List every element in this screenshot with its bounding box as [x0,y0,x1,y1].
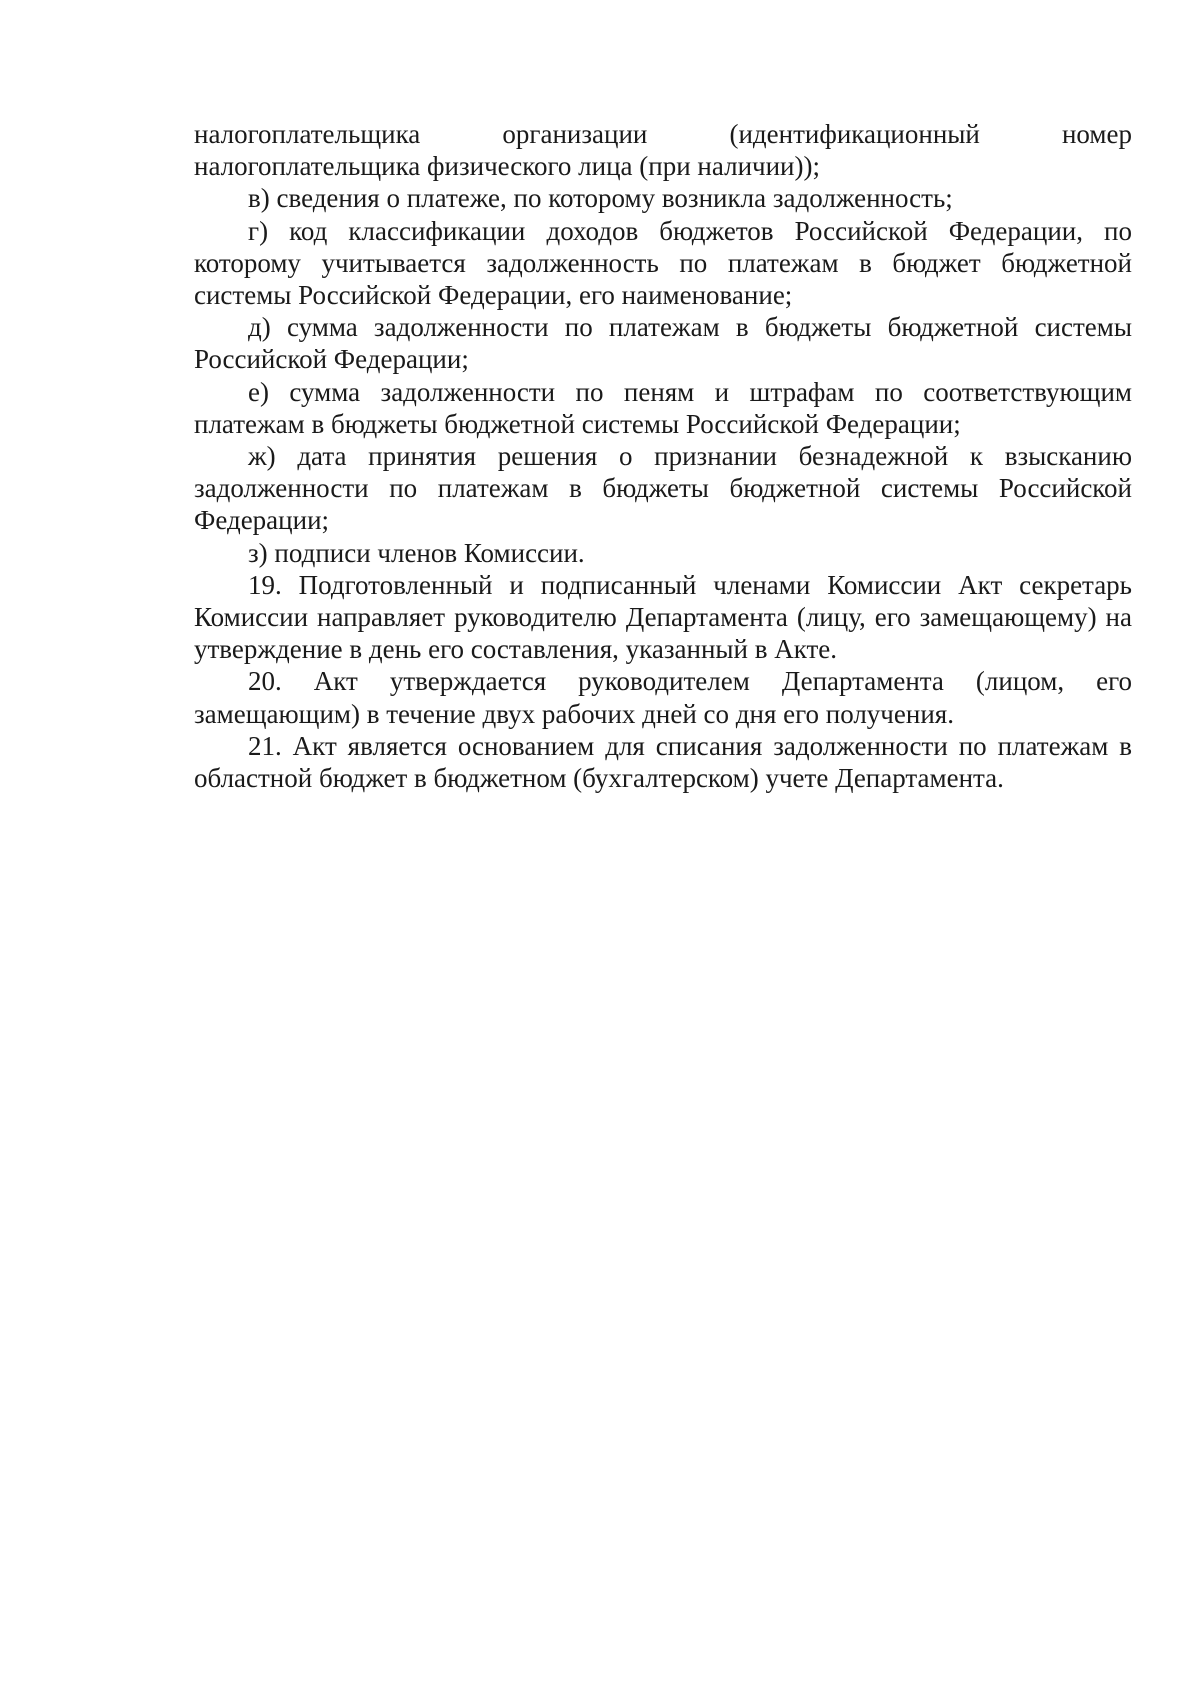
paragraph-clause-21: 21. Акт является основанием для списания задолженности по платежам в областной бюджет в бюджетном (бухгалтерском) учете Департамента. [194,730,1132,794]
paragraph-clause-20: 20. Акт утверждается руководителем Департамента (лицом, его замещающим) в течение двух рабочих дней со дня его получения. [194,666,1132,729]
paragraph-item-d: д) сумма задолженности по платежам в бюджеты бюджетной системы Российской Федерации; [194,312,1132,375]
paragraph-clause-19: 19. Подготовленный и подписанный членами Комиссии Акт секретарь Комиссии направляет руководителю Департамента (лицу, его замещающему) на утверждение в день его составления, указанный в Акте. [194,569,1132,665]
paragraph-item-z: з) подписи членов Комиссии. [248,537,585,568]
document-body [194,118,1132,794]
paragraph-item-e: е) сумма задолженности по пеням и штрафам по соответствующим платежам в бюджеты бюджетной системы Российской Федерации; [194,376,1132,439]
paragraph-item-v: в) сведения о платеже, по которому возникла задолженность; [248,183,953,214]
paragraph-continuation: налогоплательщика организации (идентификационный номер налогоплательщика физического лица (при наличии)); [194,119,1132,182]
paragraph-item-g: г) код классификации доходов бюджетов Российской Федерации, по которому учитывается задолженность по платежам в бюджет бюджетной системы Российской Федерации, его наименование; [194,215,1132,311]
paragraph-item-zh: ж) дата принятия решения о признании безнадежной к взысканию задолженности по платежам в бюджеты бюджетной системы Российской Федерации; [194,441,1132,536]
